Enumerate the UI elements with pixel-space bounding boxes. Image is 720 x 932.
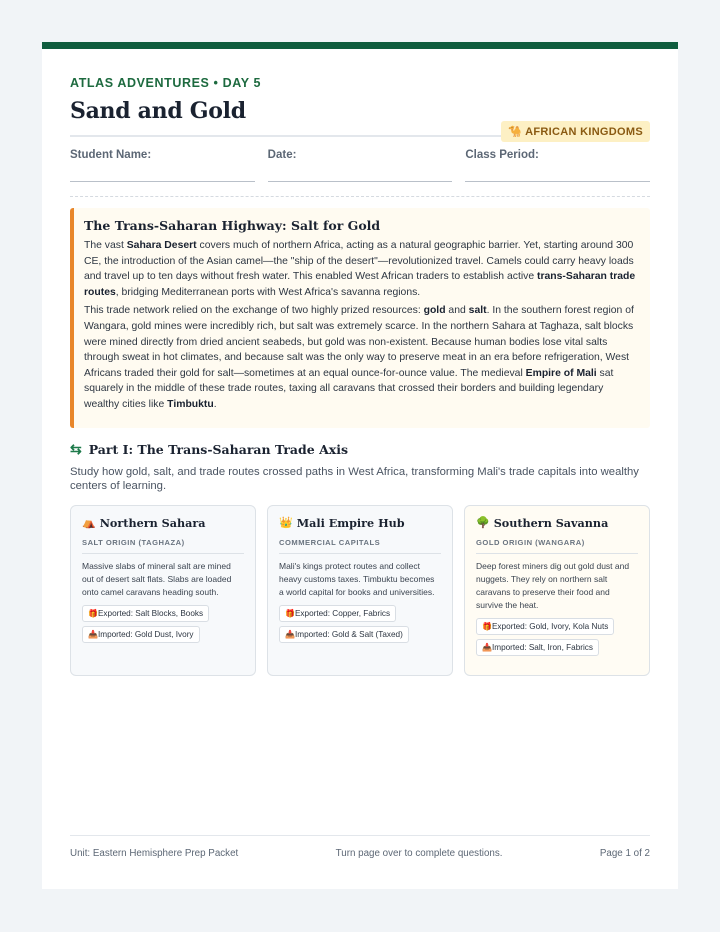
text: This trade network relied on the exchange of two highly prized resources: <box>84 305 424 317</box>
card-southern-savanna <box>464 505 650 676</box>
camel-icon: 🐪 <box>508 126 523 138</box>
page-title: Sand and Gold <box>70 98 246 124</box>
topic-badge <box>501 121 650 142</box>
footer-unit: Unit: Eastern Hemisphere Prep Packet <box>70 848 239 859</box>
date-label: Date: <box>267 149 297 161</box>
date-field[interactable] <box>268 149 453 182</box>
gift-icon: 🎁 <box>88 608 98 618</box>
imported-tag <box>82 626 200 643</box>
card-title-text: Northern Sahara <box>99 515 206 530</box>
date-line[interactable] <box>268 181 453 182</box>
section-divider <box>70 196 650 197</box>
passage-paragraph-1 <box>84 238 638 300</box>
card-body: Deep forest miners dig out gold dust and nuggets. They rely on northern salt caravans to preserve their food and survive the heat. <box>476 560 630 610</box>
page-footer <box>70 835 650 859</box>
student-info-fields <box>70 149 650 182</box>
student-name-field[interactable] <box>70 149 255 182</box>
imported-tag <box>279 626 409 643</box>
imported-text: Imported: Gold Dust, Ivory <box>97 629 194 639</box>
card-title <box>82 516 244 530</box>
text: and <box>445 305 469 317</box>
part1-description: Study how gold, salt, and trade routes crossed paths in West Africa, transforming Mali's trade capitals into wealthy centers of learning. <box>70 465 639 493</box>
term-gold: gold <box>423 305 446 317</box>
gift-icon: 🎁 <box>285 608 295 618</box>
student-name-label: Student Name: <box>70 149 152 161</box>
tent-icon: ⛺ <box>82 516 96 530</box>
tag-row <box>82 599 244 622</box>
exported-text: Exported: Salt Blocks, Books <box>97 608 204 618</box>
exported-tag <box>476 618 614 635</box>
trade-region-cards <box>70 505 650 676</box>
topic-badge-label: AFRICAN KINGDOMS <box>525 126 643 138</box>
footer-page-number: Page 1 of 2 <box>599 848 650 859</box>
part1-heading <box>70 441 650 458</box>
text: , bridging Mediterranean ports with West Africa's savanna regions. <box>115 286 421 298</box>
term-mali: Empire of Mali <box>525 367 597 379</box>
gift-icon: 🎁 <box>482 621 492 631</box>
card-mali-empire-hub <box>267 505 453 676</box>
card-divider <box>279 553 441 554</box>
card-subtitle: SALT ORIGIN (TAGHAZA) <box>82 537 185 547</box>
card-title-text: Southern Savanna <box>493 515 609 530</box>
text: . In the southern forest region of Wangara, gold mines were incredibly rich, but salt was extremely scarce. In the northern Sahara at Taghaza, salt blocks were mined directly from dried ancient seabeds, but gold was non-existent. Because human bodies lose vital salts through sweat in hot climates, and because salt was the only way to preserve meat in an era before refrigeration, West Africans traded their gold for salt—sometimes at an equal ounce-for-ounce value. The medieval <box>84 305 634 379</box>
text: covers much of northern Africa, acting as a natural geographic barrier. Yet, starting around 300 CE, the introduction of the Asian camel—the "ship of the desert"—revolutionized travel. Camels could carry heavy loads and travel up to ten days without fresh water. This enabled West African traders to establish active <box>84 240 634 283</box>
inbox-icon: 📥 <box>482 642 492 652</box>
part1-title: Part I: The Trans-Saharan Trade Axis <box>88 441 349 457</box>
card-body: Massive slabs of mineral salt are mined out of desert salt flats. Slabs are loaded onto camel caravans heading south. <box>82 560 232 597</box>
tree-icon: 🌳 <box>476 516 490 530</box>
term-sahara: Sahara Desert <box>126 240 197 251</box>
worksheet-page <box>42 42 678 889</box>
term-timbuktu: Timbuktu <box>167 398 214 410</box>
card-northern-sahara <box>70 505 256 676</box>
term-salt: salt <box>468 305 487 317</box>
imported-tag <box>476 639 599 656</box>
text: sat squarely in the middle of these trade routes, taxing all caravans that crossed their borders and building legendary wealthy cities like <box>84 367 614 410</box>
exported-text: Exported: Gold, Ivory, Kola Nuts <box>491 621 609 631</box>
footer-instruction: Turn page over to complete questions. <box>335 848 503 859</box>
text: The vast <box>84 240 127 251</box>
card-subtitle: GOLD ORIGIN (WANGARA) <box>476 537 585 547</box>
imported-text: Imported: Gold & Salt (Taxed) <box>294 629 403 639</box>
exchange-arrows-icon: ⇆ <box>70 440 82 457</box>
inbox-icon: 📥 <box>88 629 98 639</box>
card-title <box>279 516 441 530</box>
exported-tag <box>82 605 209 622</box>
passage-title: The Trans-Saharan Highway: Salt for Gold <box>84 218 381 233</box>
inbox-icon: 📥 <box>285 629 295 639</box>
card-title-text: Mali Empire Hub <box>296 515 405 530</box>
card-body: Mali's kings protect routes and collect heavy customs taxes. Timbuktu becomes a world capital for books and universities. <box>279 560 435 597</box>
exported-text: Exported: Copper, Fabrics <box>294 608 391 618</box>
lesson-kicker: ATLAS ADVENTURES • DAY 5 <box>70 76 262 90</box>
tag-row <box>279 599 441 622</box>
card-divider <box>476 553 638 554</box>
card-divider <box>82 553 244 554</box>
card-title <box>476 516 638 530</box>
text: . <box>213 398 217 410</box>
class-period-line[interactable] <box>465 181 650 182</box>
crown-icon: 👑 <box>279 516 293 530</box>
tag-row <box>279 622 441 643</box>
passage-paragraph-2 <box>84 303 638 412</box>
exported-tag <box>279 605 396 622</box>
tag-row <box>82 622 244 643</box>
tag-row <box>476 612 638 635</box>
class-period-label: Class Period: <box>465 149 539 161</box>
tag-row <box>476 635 638 656</box>
imported-text: Imported: Salt, Iron, Fabrics <box>491 642 593 652</box>
class-period-field[interactable] <box>465 149 650 182</box>
card-subtitle: COMMERCIAL CAPITALS <box>279 537 381 547</box>
term-trade-routes: trans-Saharan trade routes <box>84 271 636 298</box>
reading-passage <box>70 208 650 428</box>
student-name-line[interactable] <box>70 181 255 182</box>
top-accent-bar <box>42 42 678 49</box>
